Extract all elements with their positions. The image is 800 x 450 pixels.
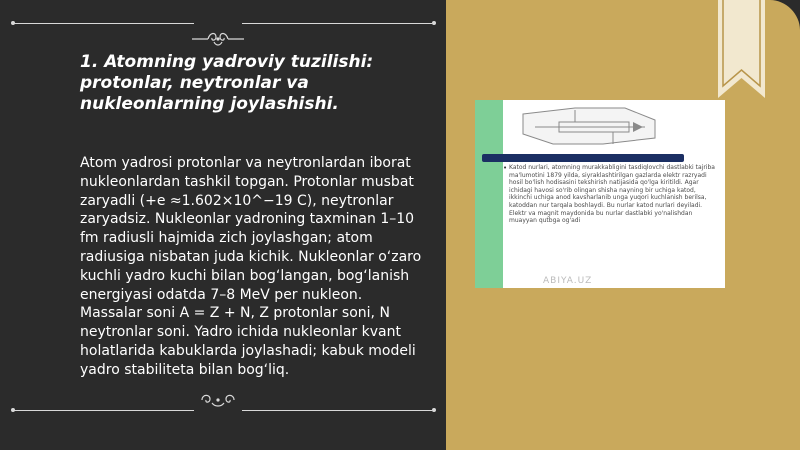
thumbnail-green-stripe bbox=[475, 100, 503, 288]
cathode-tube-diagram-icon bbox=[515, 104, 665, 150]
top-rule-dot-right bbox=[432, 21, 436, 25]
embedded-slide-image bbox=[475, 100, 725, 288]
thumbnail-text: Katod nurlari, atomning murakkabligini tasdiqlovchi dastlabki tajriba ma'lumotini 1879 yilda, siyraklashtirilgan gazlarda elektr razryadi hosil bo'lish hodisasini tekshirish natijasida qo'lga kiritildi. Agar ichidagi havosi so'rib olingan shisha nayning bir uchiga katod, ikkinchi uchiga anod kavsharlanib unga yuqori kuchlanish berilsa, katoddan nur tarqala boshlaydi. Bu nurlar katod nurlari deyiladi. Elektr va magnit maydonida bu nurlar dastlabki yo'nalishdan muayyan qutbga og'adi bbox=[509, 164, 715, 225]
slide-body-text: Atom yadrosi protonlar va neytronlardan iborat nukleonlardan tashkil topgan. Protonlar musbat zaryadli (+e ≈1.602×10^−19 C), neytronlar zaryadsiz. Nukleonlar yadroning taxminan 1–10 fm radiusli hajmida zich joylashgan; atom radiusiga nisbatan juda kichik. Nukleonlar o‘zaro kuchli yadro kuchi bilan bog‘langan, bog‘lanish energiyasi odatda 7–8 MeV per nukleon. Massalar soni A = Z + N, Z protonlar soni, N neytronlar soni. Yadro ichida nukleonlar kvant holatlarida kabuklarda joylashadi; kabuk modeli yadro stabiliteta bilan bog‘liq. bbox=[80, 155, 422, 378]
top-ornament-icon bbox=[188, 30, 248, 48]
top-rule-dot-left bbox=[11, 21, 15, 25]
slide-title: 1. Atomning yadroviy tuzilishi: protonlar, neytronlar va nukleonlarning joylashishi. bbox=[80, 52, 374, 114]
top-rule-right bbox=[242, 23, 432, 24]
page-corner-icon bbox=[770, 0, 800, 30]
top-rule-left bbox=[14, 23, 194, 24]
bottom-rule-right bbox=[242, 410, 432, 411]
bottom-ornament-icon bbox=[194, 392, 242, 408]
bottom-rule-dot-left bbox=[11, 408, 15, 412]
bottom-rule-left bbox=[14, 410, 194, 411]
bookmark-ribbon-icon bbox=[718, 0, 765, 98]
bottom-rule-dot-right bbox=[432, 408, 436, 412]
thumbnail-accent-bar bbox=[482, 154, 684, 162]
thumbnail-watermark: ABIYA.UZ bbox=[543, 276, 593, 286]
thumbnail-bullet-icon: • bbox=[503, 164, 508, 172]
